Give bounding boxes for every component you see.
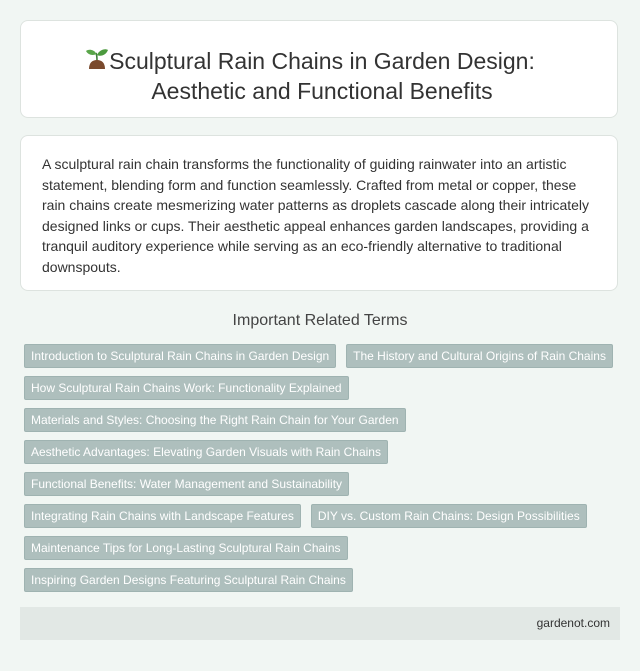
page-title	[21, 46, 619, 106]
term-chip[interactable]: DIY vs. Custom Rain Chains: Design Possibilities	[311, 504, 587, 528]
page-title-line-2: Aesthetic and Functional Benefits	[151, 78, 493, 104]
term-chip[interactable]: Maintenance Tips for Long-Lasting Sculptural Rain Chains	[24, 536, 348, 560]
term-row	[24, 568, 624, 592]
footer-site-link[interactable]: gardenot.com	[536, 616, 610, 630]
term-chip[interactable]: The History and Cultural Origins of Rain Chains	[346, 344, 613, 368]
term-row	[24, 344, 624, 368]
term-chip[interactable]: Integrating Rain Chains with Landscape Features	[24, 504, 301, 528]
title-card	[20, 20, 618, 118]
intro-paragraph: A sculptural rain chain transforms the functionality of guiding rainwater into an artistic statement, blending form and function seamlessly. Crafted from metal or copper, these rain chains create mesmerizing water patterns as droplets cascade along their intricately designed links or cups. Their aesthetic appeal enhances garden landscapes, providing a tranquil auditory experience while serving as an eco-friendly alternative to traditional downspouts.	[42, 156, 590, 275]
term-row	[24, 408, 624, 432]
term-chip[interactable]: Inspiring Garden Designs Featuring Sculptural Rain Chains	[24, 568, 353, 592]
term-chip[interactable]: How Sculptural Rain Chains Work: Functionality Explained	[24, 376, 349, 400]
term-row	[24, 472, 624, 496]
term-row	[24, 376, 624, 400]
term-row	[24, 440, 624, 464]
intro-card	[20, 135, 618, 291]
term-row	[24, 536, 624, 560]
page-title-line-1: Sculptural Rain Chains in Garden Design:	[109, 48, 535, 74]
term-chip[interactable]: Materials and Styles: Choosing the Right Rain Chain for Your Garden	[24, 408, 406, 432]
related-terms-list	[24, 344, 624, 600]
term-chip[interactable]: Aesthetic Advantages: Elevating Garden Visuals with Rain Chains	[24, 440, 388, 464]
footer	[20, 607, 620, 640]
related-terms-heading: Important Related Terms	[232, 312, 408, 329]
term-chip[interactable]: Functional Benefits: Water Management and Sustainability	[24, 472, 349, 496]
term-row	[24, 504, 624, 528]
term-chip[interactable]: Introduction to Sculptural Rain Chains in Garden Design	[24, 344, 336, 368]
